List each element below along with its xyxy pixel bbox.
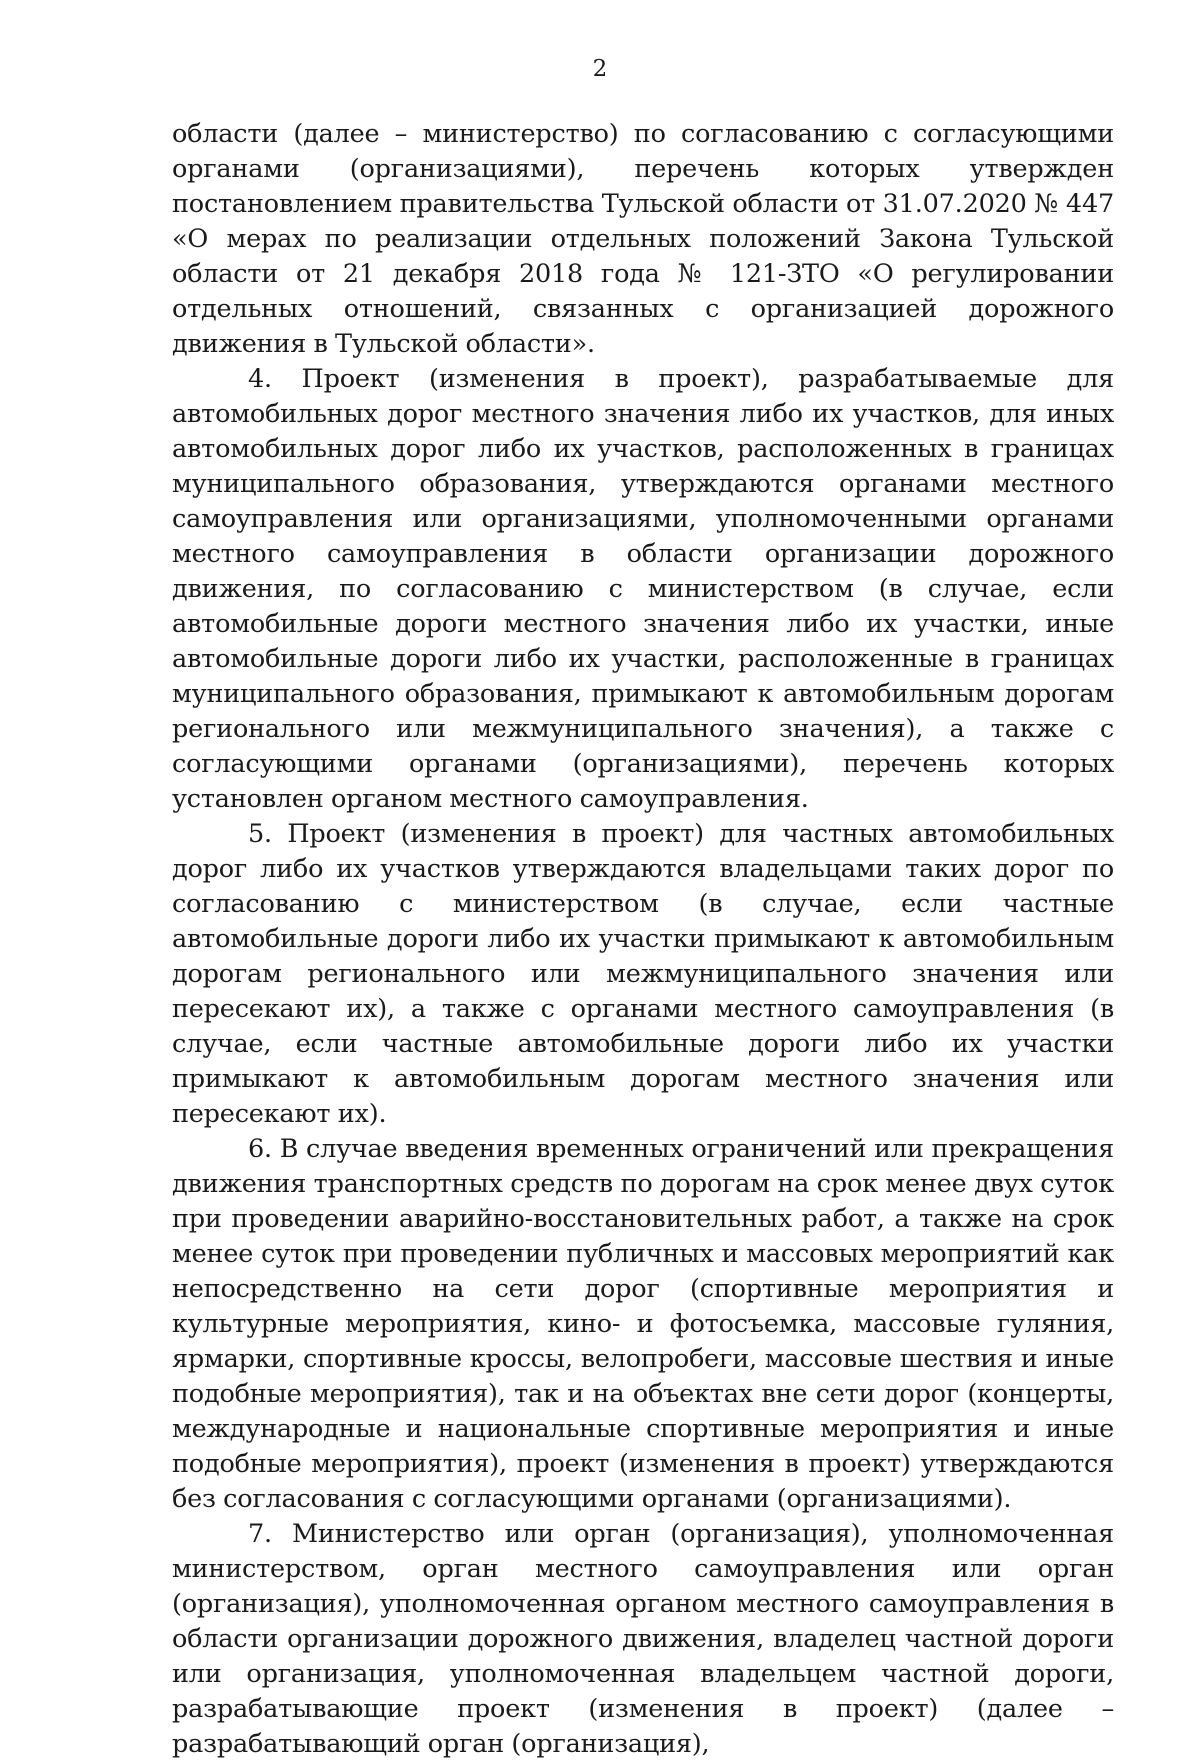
paragraph-item-7: 7. Министерство или орган (организация), уполномоченная министерством, орган местного самоуправления или орган (организация), уполномоченная органом местного самоуправления в области организации дорожного движения, владелец частной дороги или организация, уполномоченная владельцем частной дороги, разрабатывающие проект (изменения в проект) (далее – разрабатывающий орган (организация), xyxy=(172,1519,1114,1759)
paragraph-item-5: 5. Проект (изменения в проект) для частных автомобильных дорог либо их участков утверждаются владельцами таких дорог по согласованию с министерством (в случае, если частные автомобильные дороги либо их участки примыкают к автомобильным дорогам регионального или межмуниципального значения или пересекают их), а также с органами местного самоуправления (в случае, если частные автомобильные дороги либо их участки примыкают к автомобильным дорогам местного значения или пересекают их). xyxy=(172,819,1114,1129)
paragraph-item-4: 4. Проект (изменения в проект), разрабатываемые для автомобильных дорог местного значения либо их участков, для иных автомобильных дорог либо их участков, расположенных в границах муниципального образования, утверждаются органами местного самоуправления или организациями, уполномоченными органами местного самоуправления в области организации дорожного движения, по согласованию с министерством (в случае, если автомобильные дороги местного значения либо их участки, иные автомобильные дороги либо их участки, расположенные в границах муниципального образования, примыкают к автомобильным дорогам регионального или межмуниципального значения), а также с согласующими органами (организациями), перечень которых установлен органом местного самоуправления. xyxy=(172,364,1114,814)
paragraph-item-6: 6. В случае введения временных ограничений или прекращения движения транспортных средств по дорогам на срок менее двух суток при проведении аварийно-восстановительных работ, а также на срок менее суток при проведении публичных и массовых мероприятий как непосредственно на сети дорог (спортивные мероприятия и культурные мероприятия, кино- и фотосъемка, массовые гуляния, ярмарки, спортивные кроссы, велопробеги, массовые шествия и иные подобные мероприятия), так и на объектах вне сети дорог (концерты, международные и национальные спортивные мероприятия и иные подобные мероприятия), проект (изменения в проект) утверждаются без согласования с согласующими органами (организациями). xyxy=(172,1134,1114,1514)
paragraph-continuation: области (далее – министерство) по согласованию с согласующими органами (организациями), перечень которых утвержден постановлением правительства Тульской области от 31.07.2020 № 447 «О мерах по реализации отдельных положений Закона Тульской области от 21 декабря 2018 года № 121-ЗТО «О регулировании отдельных отношений, связанных с организацией дорожного движения в Тульской области». xyxy=(172,119,1114,359)
document-body xyxy=(172,117,1114,1762)
page-number: 2 xyxy=(592,56,608,82)
